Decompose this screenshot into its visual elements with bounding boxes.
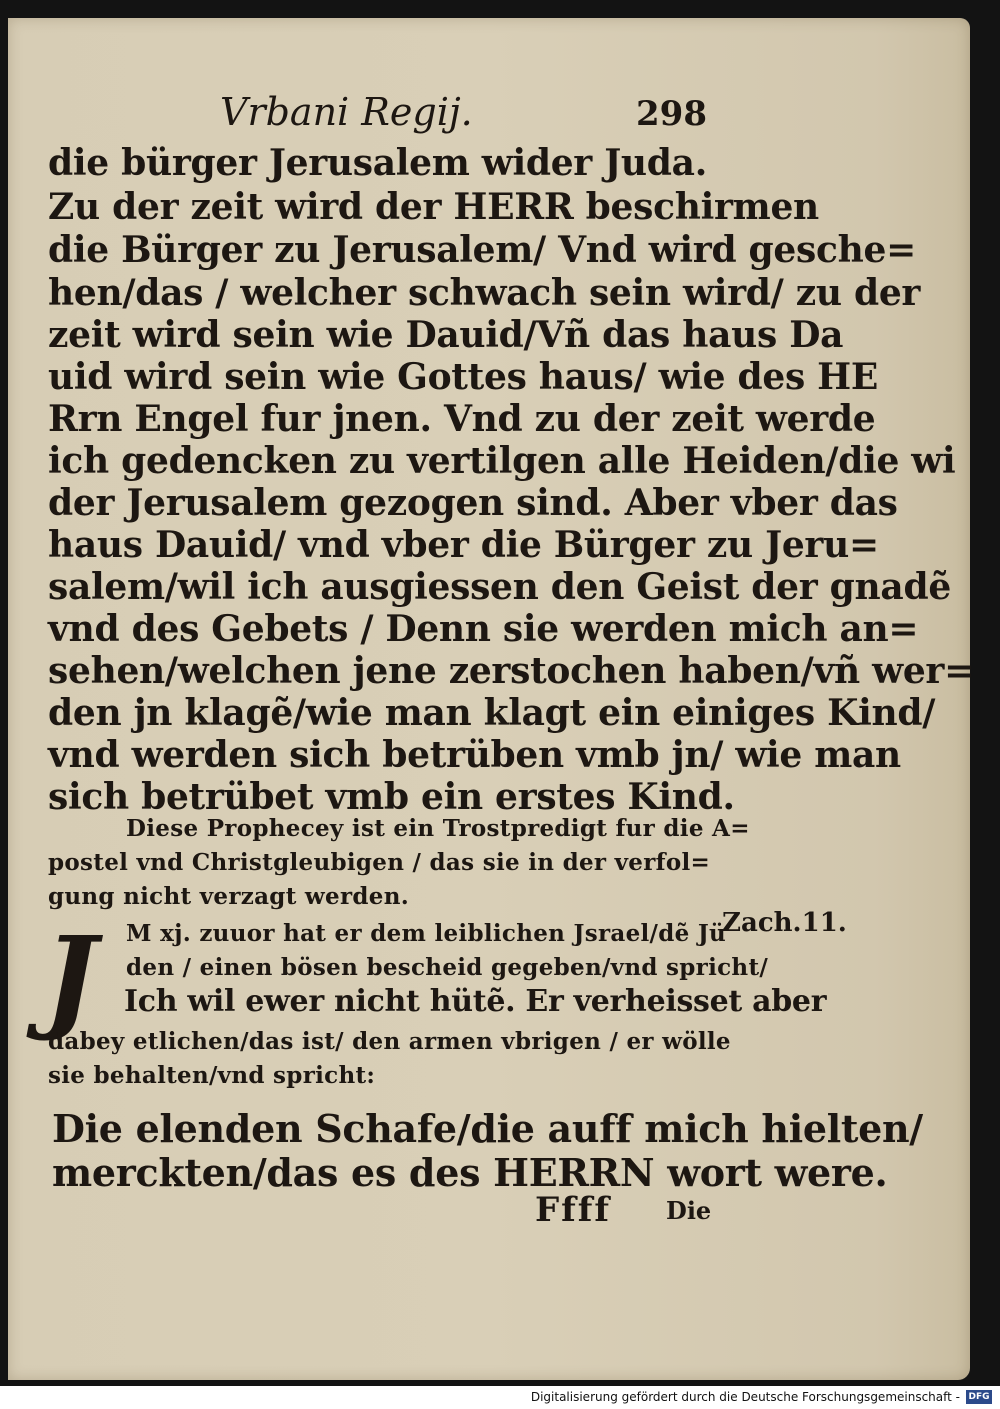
- footer-bar: [0, 1386, 1000, 1409]
- initial-line: den / einen bösen bescheid gegeben/vnd spricht/: [126, 954, 769, 981]
- signature-mark: Ffff: [535, 1190, 612, 1230]
- initial-letter: J: [44, 913, 97, 1044]
- body-line: die bürger Jerusalem wider Juda.: [48, 142, 707, 184]
- body-line: zeit wird sein wie Dauid/Vñ das haus Da: [48, 314, 844, 356]
- catchword: Die: [666, 1196, 712, 1225]
- running-head: Vrbani Regij.: [220, 90, 473, 134]
- final-line: Die elenden Schafe/die auff mich hielten/: [52, 1106, 923, 1151]
- body-line: ich gedencken zu vertilgen alle Heiden/die wi: [48, 440, 956, 482]
- body-line: hen/das / welcher schwach sein wird/ zu der: [48, 272, 921, 314]
- body-line: salem/wil ich ausgiessen den Geist der gnadẽ: [48, 566, 951, 608]
- gloss-line: postel vnd Christgleubigen / das sie in der verfol=: [48, 849, 711, 876]
- body-line: die Bürger zu Jerusalem/ Vnd wird gesche=: [48, 229, 916, 271]
- body-line: uid wird sein wie Gottes haus/ wie des HE: [48, 356, 879, 398]
- body-line: Rrn Engel fur jnen. Vnd zu der zeit werde: [48, 398, 876, 440]
- body-line: vnd des Gebets / Denn sie werden mich an=: [48, 608, 919, 650]
- initial-line: M xj. zuuor hat er dem leiblichen Jsrael/dẽ Jü: [126, 920, 727, 947]
- initial-line: Ich wil ewer nicht hütẽ. Er verheisset aber: [124, 984, 827, 1019]
- initial-line: sie behalten/vnd spricht:: [48, 1062, 376, 1089]
- page-number: 298: [636, 94, 707, 134]
- final-line: merckten/das es des HERRN wort were.: [52, 1150, 888, 1195]
- body-line: der Jerusalem gezogen sind. Aber vber das: [48, 482, 898, 524]
- dfg-logo-icon[interactable]: DFG: [966, 1390, 992, 1404]
- body-line: sich betrübet vmb ein erstes Kind.: [48, 776, 735, 818]
- body-line: vnd werden sich betrüben vmb jn/ wie man: [48, 734, 901, 776]
- footer-credit: Digitalisierung gefördert durch die Deutsche Forschungsgemeinschaft -: [530, 1390, 960, 1404]
- book-page: [8, 18, 974, 1380]
- margin-note: Zach.11.: [722, 908, 847, 938]
- body-line: sehen/welchen jene zerstochen haben/vñ wer=: [48, 650, 974, 692]
- body-line: den jn klagẽ/wie man klagt ein einiges Kind/: [48, 692, 936, 734]
- initial-line: dabey etlichen/das ist/ den armen vbrigen / er wölle: [48, 1028, 731, 1055]
- gloss-line: Diese Prophecey ist ein Trostpredigt fur die A=: [126, 815, 750, 842]
- body-line: Zu der zeit wird der HERR beschirmen: [48, 186, 819, 228]
- gloss-line: gung nicht verzagt werden.: [48, 883, 410, 910]
- body-line: haus Dauid/ vnd vber die Bürger zu Jeru=: [48, 524, 879, 566]
